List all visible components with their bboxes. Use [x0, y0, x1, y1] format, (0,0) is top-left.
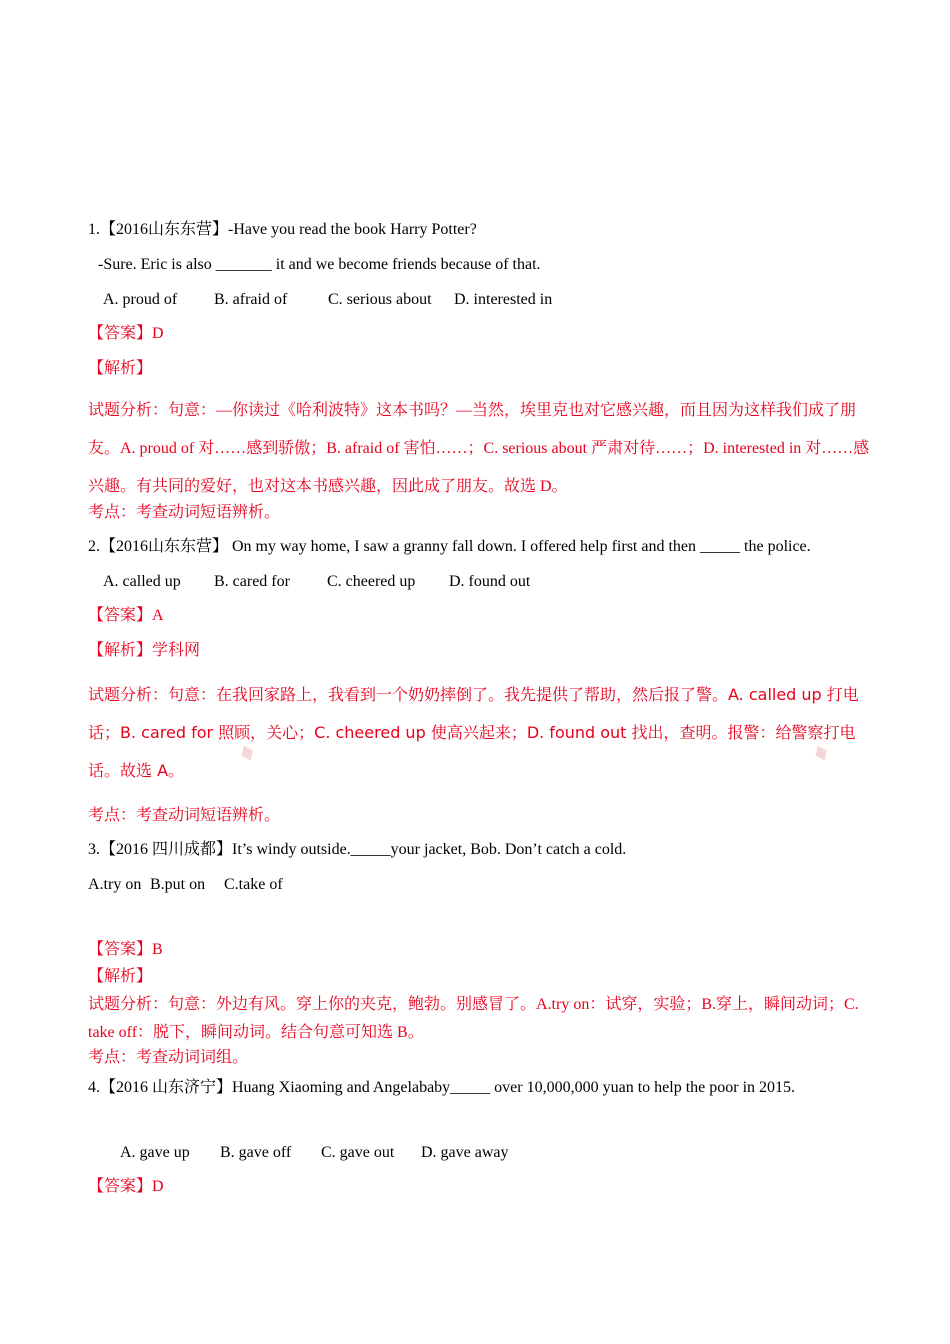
q4-answer: 【答案】D [88, 1178, 164, 1195]
q2-point: 考点：考查动词短语辨析。 [88, 807, 281, 824]
q3-option-b: B.put on [150, 876, 206, 893]
q1-answer: 【答案】D [88, 325, 164, 342]
watermark-logo: ♦ [233, 739, 263, 770]
q1-option-c: C. serious about [328, 291, 432, 308]
q1-stem: 1.【2016山东东营】-Have you read the book Harry Potter? [88, 221, 477, 238]
q2-option-b: B. cared for [214, 573, 290, 590]
q3-analysis: 试题分析：句意：外边有风。穿上你的夹克，鲍勃。别感冒了。A.try on：试穿，实验；B.穿上，瞬间动词；C. take off：脱下，瞬间动词。结合句意可知选 B。 [88, 996, 859, 1041]
q3-option-c: C.take of [224, 876, 283, 893]
q2-option-c: C. cheered up [327, 573, 416, 590]
q3-point: 考点：考查动词词组。 [88, 1049, 249, 1066]
q1-analysis-label: 【解析】 [88, 360, 153, 377]
q3-option-a: A.try on [88, 876, 142, 893]
q4-option-b: B. gave off [220, 1144, 292, 1161]
q2-option-a: A. called up [103, 573, 181, 590]
q2-analysis: 试题分析：句意：在我回家路上，我看到一个奶奶摔倒了。我先提供了帮助，然后报了警。A. called up 打电话；B. cared for 照顾，关心；C. cheered up 使高兴起来；D. found out 找出，查明。报警：给警察打电话。故选 A。 [88, 685, 859, 780]
q4-option-a: A. gave up [120, 1144, 190, 1161]
q1-point: 考点：考查动词短语辨析。 [88, 504, 281, 521]
q3-analysis-label: 【解析】 [88, 968, 153, 985]
q4-option-d: D. gave away [421, 1144, 509, 1161]
q2-stem: 2.【2016山东东营】 On my way home, I saw a granny fall down. I offered help first and then _____ the police. [88, 538, 811, 555]
q2-analysis-label: 【解析】学科网 [88, 640, 201, 659]
watermark-logo: ♦ [807, 739, 837, 770]
q3-stem: 3.【2016 四川成都】It’s windy outside._____your jacket, Bob. Don’t catch a cold. [88, 841, 627, 858]
q1-option-a: A. proud of [103, 291, 178, 308]
q1-analysis: 试题分析：句意：—你读过《哈利波特》这本书吗？—当然，埃里克也对它感兴趣，而且因为这样我们成了朋友。A. proud of 对……感到骄傲；B. afraid of 害怕……；C. serious about 严肃对待……；D. interested in 对……感兴趣。有共同的爱好，也对这本书感兴趣，因此成了朋友。故选 D。 [88, 402, 870, 495]
q4-stem: 4.【2016 山东济宁】Huang Xiaoming and Angelababy_____ over 10,000,000 yuan to help the poor in 2015. [88, 1079, 796, 1096]
q1-stem-2: -Sure. Eric is also _______ it and we become friends because of that. [98, 256, 541, 273]
q2-answer: 【答案】A [88, 607, 164, 624]
q3-answer: 【答案】B [88, 941, 163, 958]
q2-option-d: D. found out [449, 573, 531, 590]
q4-option-c: C. gave out [321, 1144, 395, 1161]
q1-option-b: B. afraid of [214, 291, 288, 308]
q1-option-d: D. interested in [454, 291, 553, 308]
